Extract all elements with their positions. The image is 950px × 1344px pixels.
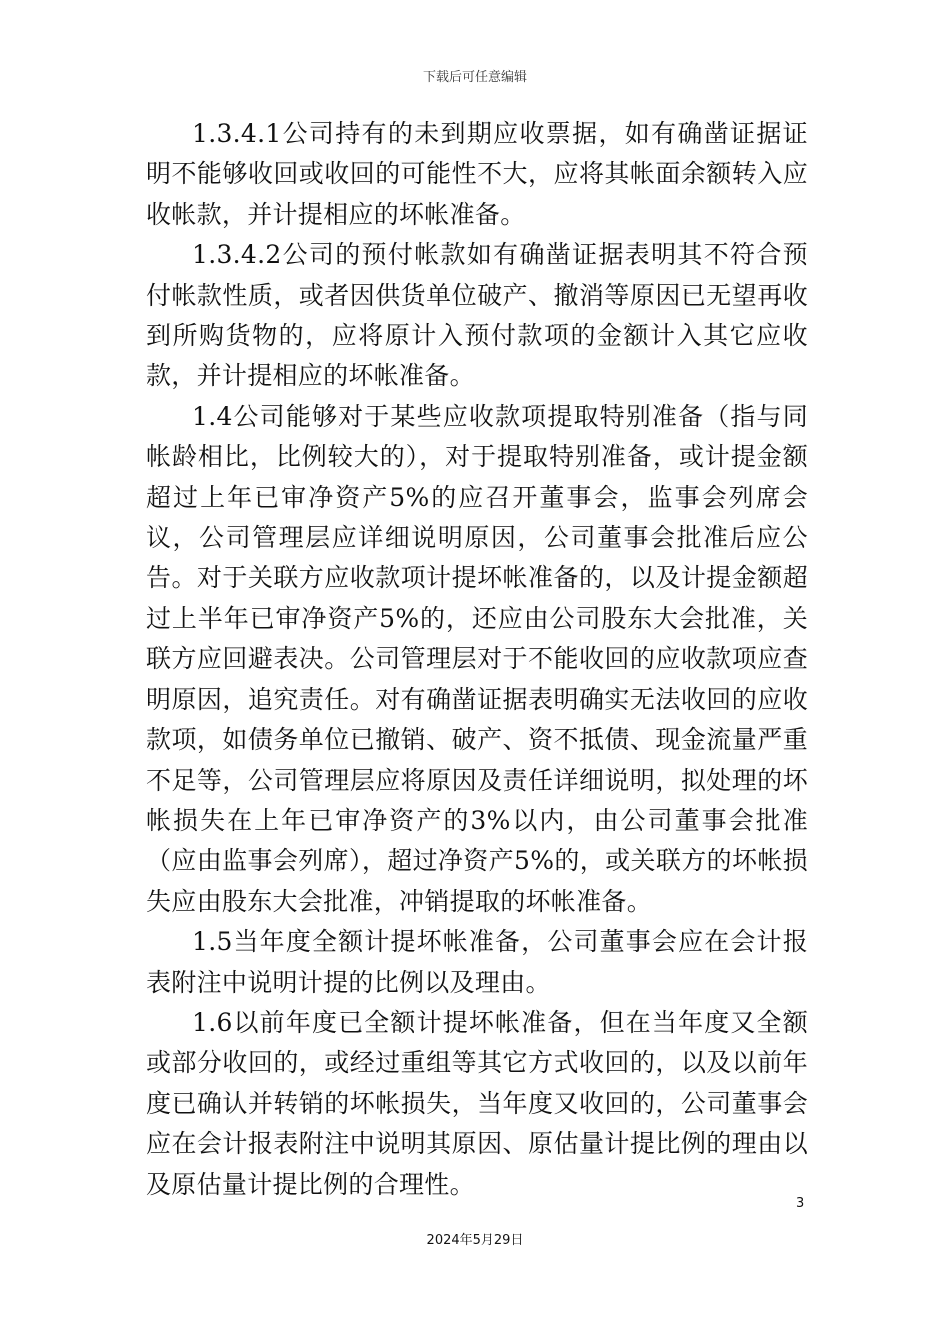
page-header: 下载后可任意编辑 xyxy=(422,70,527,85)
paragraph-1-3-4-1: 1.3.4.1公司持有的未到期应收票据，如有确凿证据证明不能够收回或收回的可能性不大，应将其帐面余额转入应收帐款，并计提相应的坏帐准备。 xyxy=(146,119,808,229)
paragraph-1-3-4-2: 1.3.4.2公司的预付帐款如有确凿证据表明其不符合预付帐款性质，或者因供货单位破产、撤消等原因已无望再收到所购货物的，应将原计入预付款项的金额计入其它应收款，并计提相应的坏帐准备。 xyxy=(146,240,808,391)
footer-date: 2024年5月29日 xyxy=(426,1233,524,1248)
paragraph-1-4: 1.4公司能够对于某些应收款项提取特别准备（指与同帐龄相比，比例较大的），对于提取特别准备，或计提金额超过上年已审净资产5%的应召开董事会，监事会列席会议，公司管理层应详细说明原因，公司董事会批准后应公告。对于关联方应收款项计提坏帐准备的，以及计提金额超过上半年已审净资产5%的，还应由公司股东大会批准，关联方应回避表决。公司管理层对于不能收回的应收款项应查明原因，追究责任。对有确凿证据表明确实无法收回的应收款项，如债务单位已撤销、破产、资不抵债、现金流量严重不足等，公司管理层应将原因及责任详细说明，拟处理的坏帐损失在上年已审净资产的3%以内，由公司董事会批准（应由监事会列席），超过净资产5%的，或关联方的坏帐损失应由股东大会批准，冲销提取的坏帐准备。 xyxy=(146,401,808,916)
page-number: 3 xyxy=(796,1196,805,1211)
paragraph-1-6: 1.6以前年度已全额计提坏帐准备，但在当年度又全额或部分收回的，或经过重组等其它方式收回的，以及以前年度已确认并转销的坏帐损失，当年度又收回的，公司董事会应在会计报表附注中说明其原因、原估量计提比例的理由以及原估量计提比例的合理性。 xyxy=(146,1007,808,1199)
document-body xyxy=(146,114,808,1205)
paragraph-1-5: 1.5当年度全额计提坏帐准备，公司董事会应在会计报表附注中说明计提的比例以及理由。 xyxy=(146,927,808,997)
